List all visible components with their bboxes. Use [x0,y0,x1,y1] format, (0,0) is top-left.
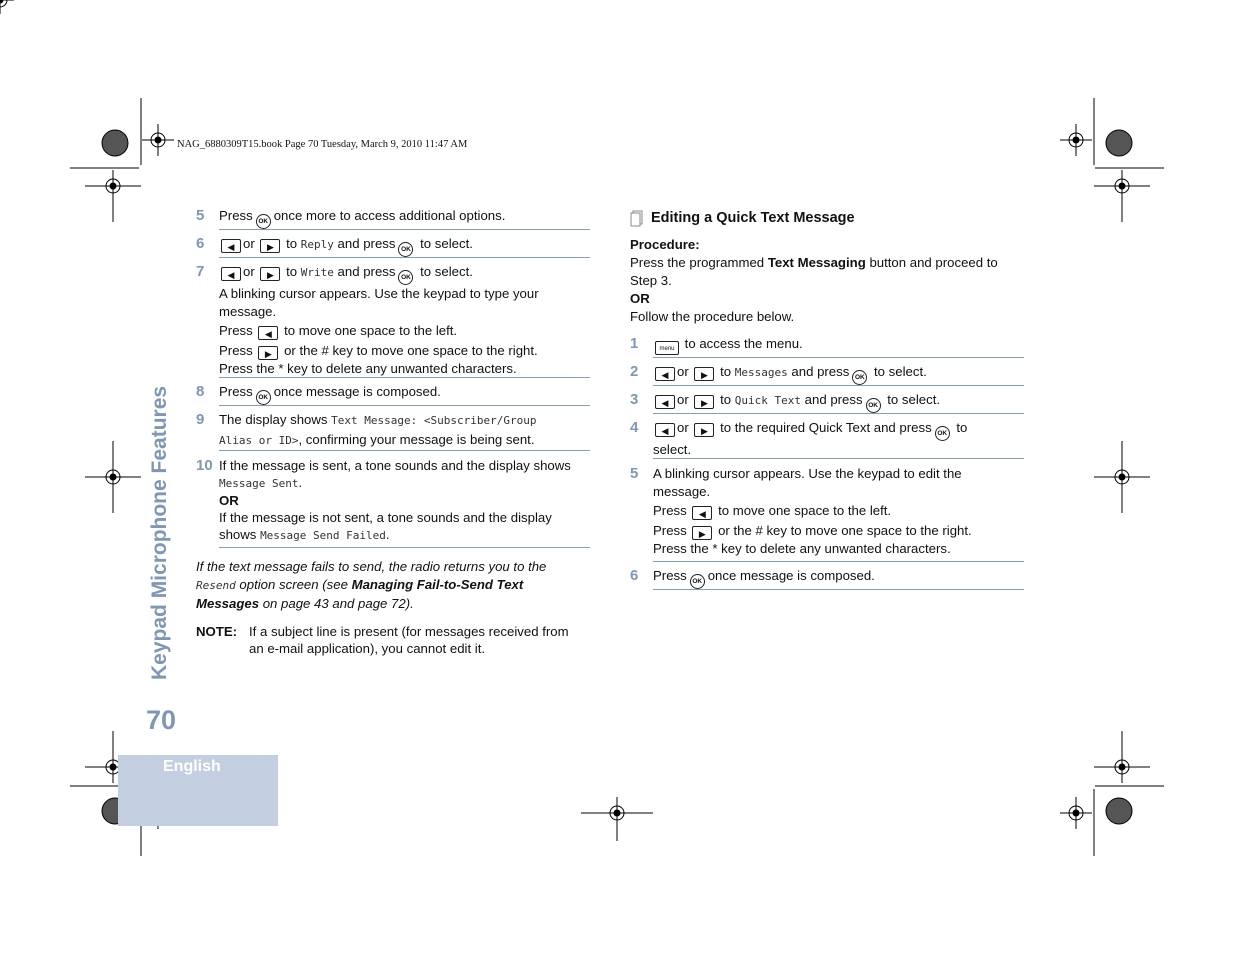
text: to select. [887,392,941,407]
right-arrow-key-icon: ▶ [694,395,714,409]
ok-button-icon: OK [935,426,950,441]
step-text [653,335,803,355]
section-side-title: Keypad Microphone Features [148,385,171,680]
text: to select. [874,364,927,379]
display-text: Message Send Failed [260,529,386,542]
text: Press the * key to delete any unwanted characters. [653,541,951,556]
cross-reference[interactable]: Messages [196,596,260,611]
right-arrow-key-icon: ▶ [694,423,714,437]
text: A blinking cursor appears. Use the keypad to type your message. [219,286,539,319]
text: Press the programmed [630,255,765,270]
language-label: English [163,758,221,775]
divider [219,257,590,258]
step-number: 2 [630,363,639,380]
step-number: 3 [630,391,639,408]
display-text: Message Sent [219,477,299,490]
text: If the text message fails to send, the radio returns you to the [196,559,547,574]
right-arrow-key-icon: ▶ [258,346,278,360]
text: Press [653,503,687,518]
right-arrow-key-icon: ▶ [694,367,714,381]
procedure-intro [630,236,1030,326]
text: and press [337,264,396,279]
text: shows [219,527,257,542]
text: . [385,527,390,542]
right-arrow-key-icon: ▶ [692,526,712,540]
divider [219,229,590,230]
display-text: Write [300,266,334,279]
text: to access the menu. [684,336,803,351]
left-arrow-key-icon: ◀ [655,367,675,381]
text: Press [653,523,687,538]
left-arrow-key-icon: ◀ [221,267,241,281]
text: once message is composed. [273,384,441,399]
text: The display shows [219,412,328,427]
step-text [219,207,505,229]
text: If the message is sent, a tone sounds and the display shows [219,458,571,473]
divider [219,450,590,451]
text: an e-mail application), you cannot edit it. [249,641,486,656]
text: OR [630,291,650,306]
ok-button-icon: OK [398,270,413,285]
cross-reference[interactable]: Managing Fail-to-Send Text [351,577,524,592]
divider [653,561,1024,562]
display-text: Alias or ID> [219,434,299,447]
ok-button-icon: OK [852,370,867,385]
ok-button-icon: OK [398,242,413,257]
text: to [720,392,732,407]
ok-button-icon: OK [866,398,881,413]
step-number: 10 [196,457,213,474]
text: to move one space to the left. [284,323,458,338]
text: once message is composed. [707,568,875,583]
text: A blinking cursor appears. Use the keypad to edit the [653,466,962,481]
display-text: Quick Text [734,394,801,407]
text: . [298,475,303,490]
text: Press the * key to delete any unwanted characters. [219,361,517,376]
text: once more to access additional options. [273,208,506,223]
text: or the # key to move one space to the right. [718,523,972,538]
step-text [653,567,875,589]
left-arrow-key-icon: ◀ [221,239,241,253]
step-text [219,235,473,257]
text: or the # key to move one space to the right. [284,343,538,358]
text: Procedure: [630,237,700,252]
fail-note [196,558,591,613]
right-arrow-key-icon: ▶ [260,239,280,253]
divider [653,589,1024,590]
text: Press [219,343,253,358]
step-number: 5 [196,207,205,224]
step-text [653,363,927,385]
left-arrow-key-icon: ◀ [655,423,675,437]
text: If a subject line is present (for messages received from [249,624,569,639]
divider [653,385,1024,386]
text: to [720,364,732,379]
step-text [219,411,591,450]
text: message. [653,484,711,499]
step-text [653,391,940,413]
page-icon [630,210,644,227]
divider [653,357,1024,358]
text: or [677,392,689,407]
step-number: 8 [196,383,205,400]
step-number: 1 [630,335,639,352]
step-number: 6 [630,567,639,584]
text: and press [791,364,850,379]
step-number: 4 [630,419,639,436]
text: to [956,420,968,435]
text: to [286,264,298,279]
display-text: Messages [734,366,788,379]
text: OR [219,493,239,508]
divider [653,413,1024,414]
text: Press [219,323,253,338]
step-number: 6 [196,235,205,252]
step-text [219,383,441,405]
ok-button-icon: OK [690,574,705,589]
text: and press [804,392,863,407]
text: to the required Quick Text and press [720,420,932,435]
step-text [653,419,1025,459]
text: Step 3. [630,273,672,288]
text: Press [653,568,687,583]
step-text [653,465,1025,558]
divider [219,547,590,548]
text: or [243,236,255,251]
display-text: Resend [196,579,236,592]
text: to select. [420,264,473,279]
text: button and proceed to [869,255,998,270]
step-number: 5 [630,465,639,482]
text: to [286,236,298,251]
step-number: 7 [196,263,205,280]
step-number: 9 [196,411,205,428]
menu-button-icon: menu [655,341,679,355]
text: to move one space to the left. [718,503,892,518]
text: or [243,264,255,279]
text: Press [219,208,253,223]
text: or [677,364,689,379]
text: on page 43 and page 72). [262,596,414,611]
left-arrow-key-icon: ◀ [692,506,712,520]
step-text [219,457,591,544]
page-number: 70 [146,705,177,735]
text: , confirming your message is being sent. [298,432,535,447]
divider [219,405,590,406]
section-title: Editing a Quick Text Message [651,210,855,226]
display-text: Text Message: <Subscriber/Group [331,414,537,427]
ok-button-icon: OK [256,214,271,229]
step-text [219,263,589,378]
right-arrow-key-icon: ▶ [260,267,280,281]
divider [219,377,590,378]
text: option screen (see [239,577,348,592]
text: Text Messaging [767,255,866,270]
ok-button-icon: OK [256,390,271,405]
left-arrow-key-icon: ◀ [655,395,675,409]
display-text: Reply [300,238,334,251]
divider [653,458,1024,459]
text: or [677,420,689,435]
text: and press [337,236,396,251]
print-header: NAG_6880309T15.book Page 70 Tuesday, March 9, 2010 11:47 AM [177,139,468,150]
text: select. [653,442,692,457]
note-text [249,623,594,657]
left-arrow-key-icon: ◀ [258,326,278,340]
text: Press [219,384,253,399]
text: to select. [420,236,473,251]
text: If the message is not sent, a tone sounds and the display [219,510,552,525]
note-label: NOTE: [196,624,238,639]
text: Follow the procedure below. [630,309,795,324]
